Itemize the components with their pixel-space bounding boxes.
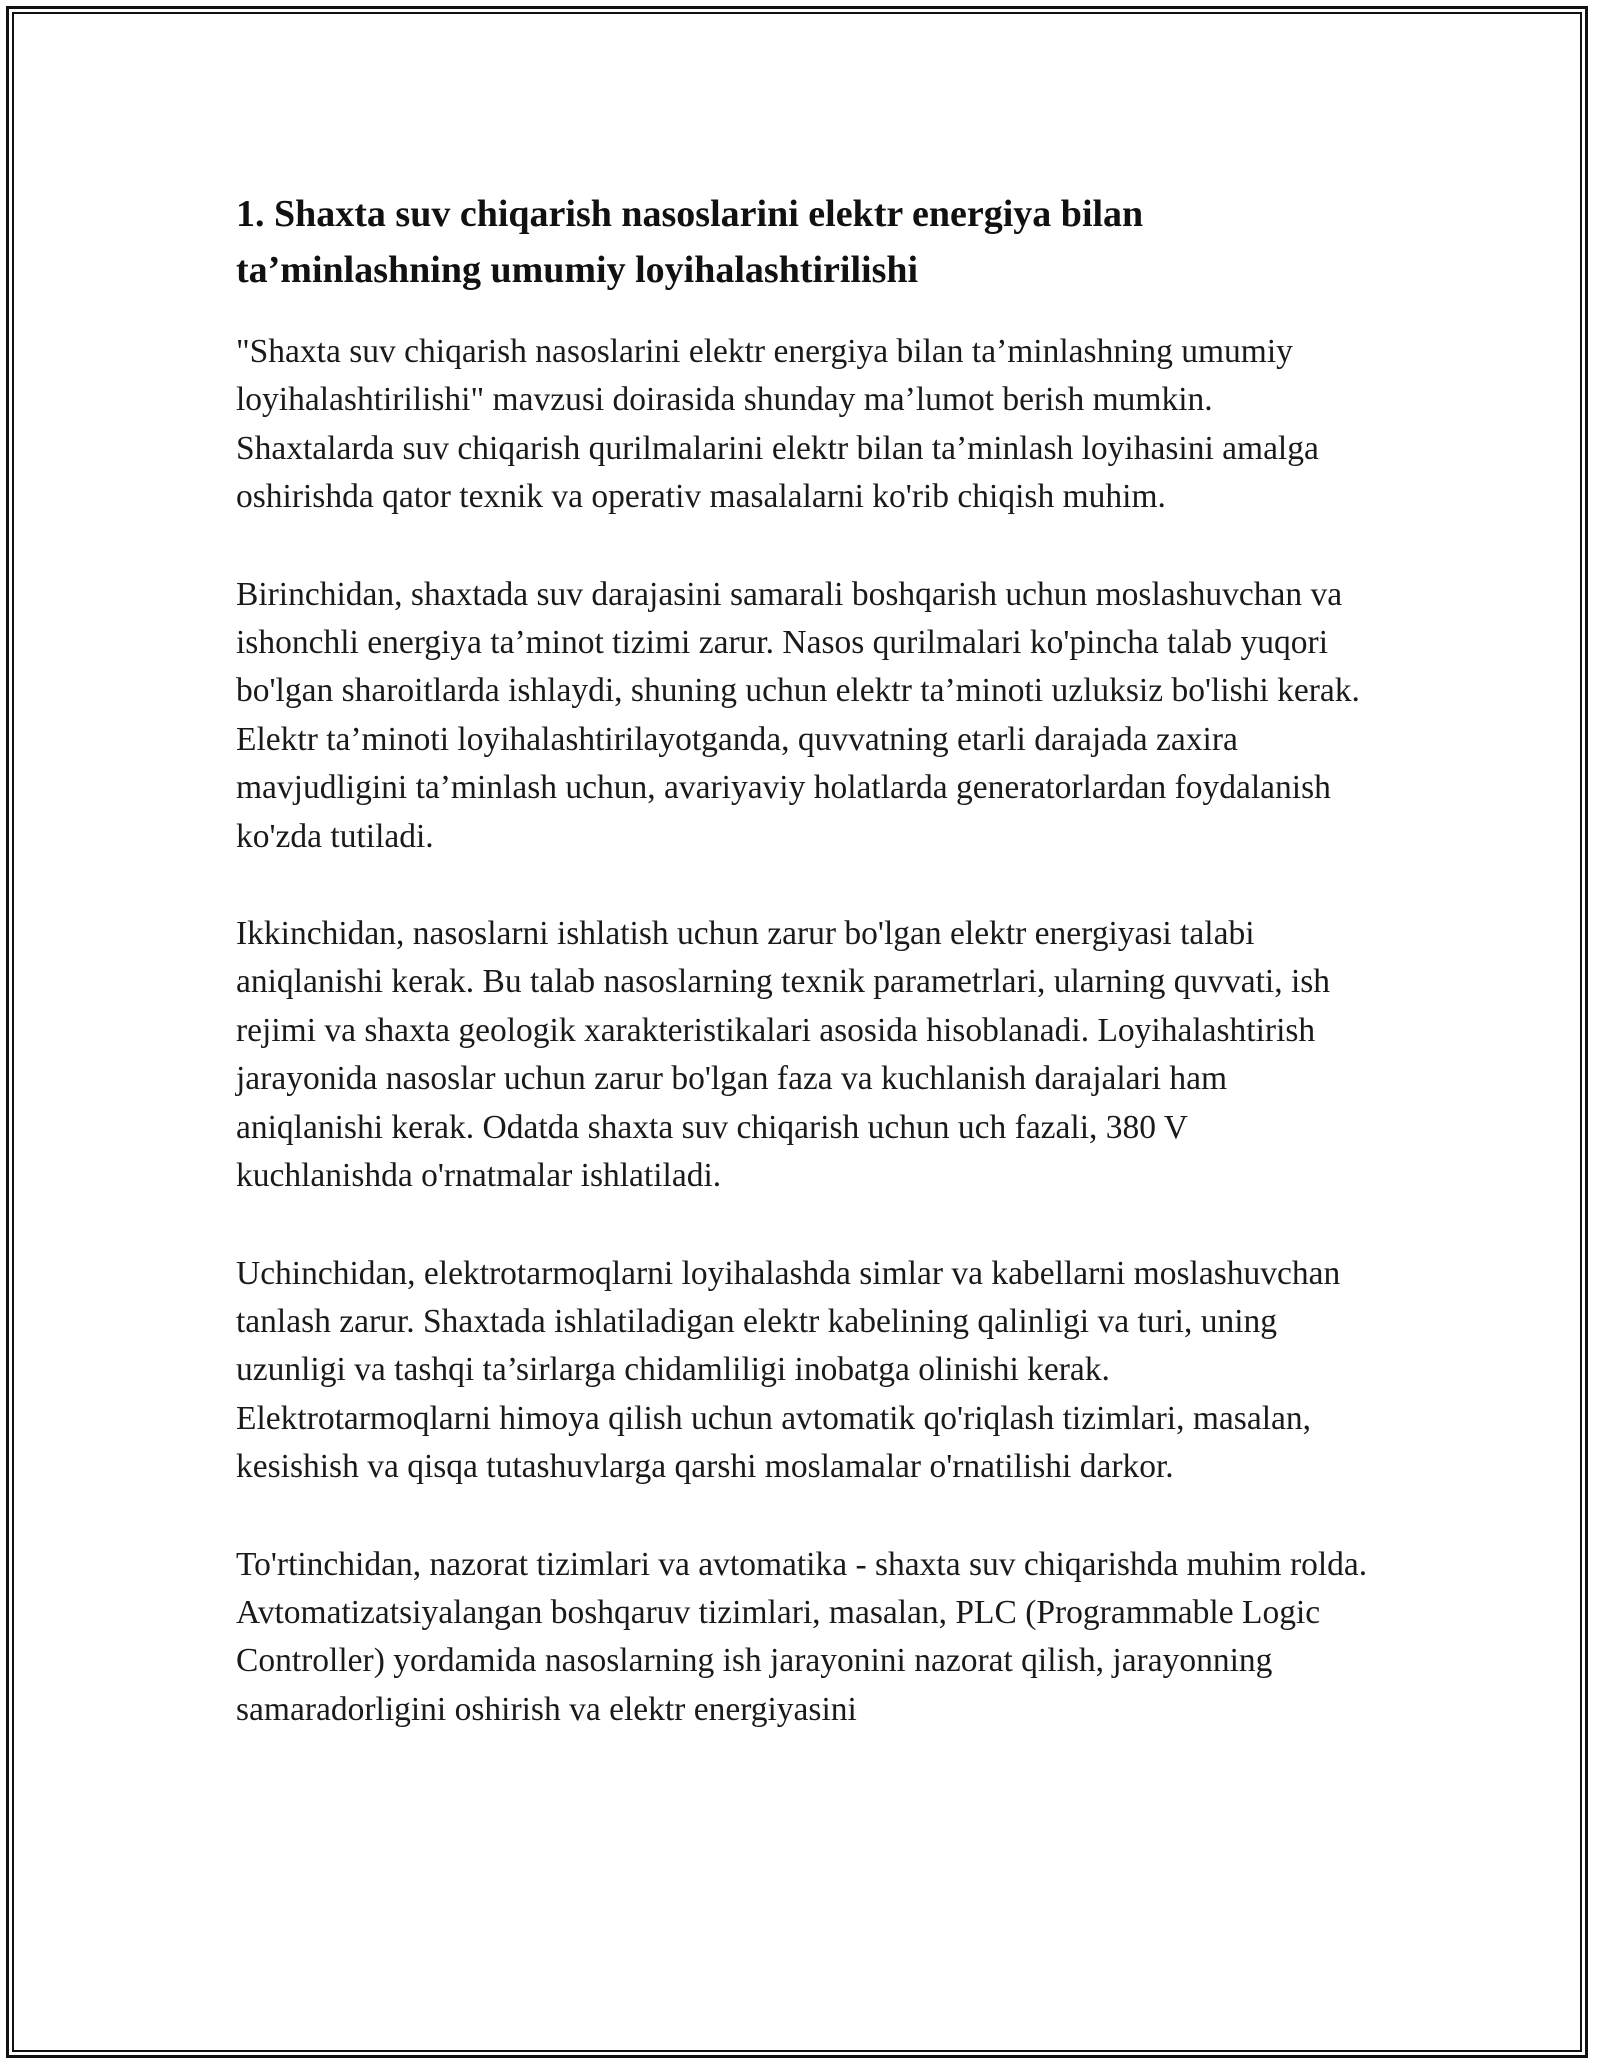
- paragraph-first: Birinchidan, shaxtada suv darajasini samarali boshqarish uchun moslashuvchan va ishonchli energiya ta’minot tizimi zarur. Nasos qurilmalari ko'pincha talab yuqori bo'lgan sharoitlarda ishlaydi, shuning uchun elektr ta’minoti uzluksiz bo'lishi kerak. Elektr ta’minoti loyihalashtirilayotganda, quvvatning etarli darajada zaxira mavjudligini ta’minlash uchun, avariyaviy holatlarda generatorlardan foydalanish ko'zda tutiladi.: [236, 575, 1360, 855]
- document-body: [236, 186, 1368, 1783]
- paragraph-third: Uchinchidan, elektrotarmoqlarni loyihalashda simlar va kabellarni moslashuvchan tanlash zarur. Shaxtada ishlatiladigan elektr kabelining qalinligi va turi, uning uzunligi va tashqi ta’sirlarga chidamliligi inobatga olinishi kerak. Elektrotarmoqlarni himoya qilish uchun avtomatik qo'riqlash tizimlari, masalan, kesishish va qisqa tutashuvlarga qarshi moslamalar o'rnatilishi darkor.: [236, 1254, 1341, 1486]
- section-heading: 1. Shaxta suv chiqarish nasoslarini elektr energiya bilan ta’minlashning umumiy loyihalashtirilishi: [236, 193, 1144, 291]
- paragraph-second: Ikkinchidan, nasoslarni ishlatish uchun zarur bo'lgan elektr energiyasi talabi aniqlanishi kerak. Bu talab nasoslarning texnik parametrlari, ularning quvvati, ish rejimi va shaxta geologik xarakteristikalari asosida hisoblanadi. Loyihalashtirish jarayonida nasoslar uchun zarur bo'lgan faza va kuchlanish darajalari ham aniqlanishi kerak. Odatda shaxta suv chiqarish uchun uch fazali, 380 V kuchlanishda o'rnatmalar ishlatiladi.: [236, 915, 1331, 1195]
- paragraph-intro: "Shaxta suv chiqarish nasoslarini elektr energiya bilan ta’minlashning umumiy loyihalashtirilishi" mavzusi doirasida shunday ma’lumot berish mumkin. Shaxtalarda suv chiqarish qurilmalarini elektr bilan ta’minlash loyihasini amalga oshirishda qator texnik va operativ masalalarni ko'rib chiqish muhim.: [236, 333, 1319, 516]
- paragraph-fourth: To'rtinchidan, nazorat tizimlari va avtomatika - shaxta suv chiqarishda muhim rolda. Avtomatizatsiyalangan boshqaruv tizimlari, masalan, PLC (Programmable Logic Controller) yordamida nasoslarning ish jarayonini nazorat qilish, jarayonning samaradorligini oshirish va elektr energiyasini: [236, 1545, 1368, 1728]
